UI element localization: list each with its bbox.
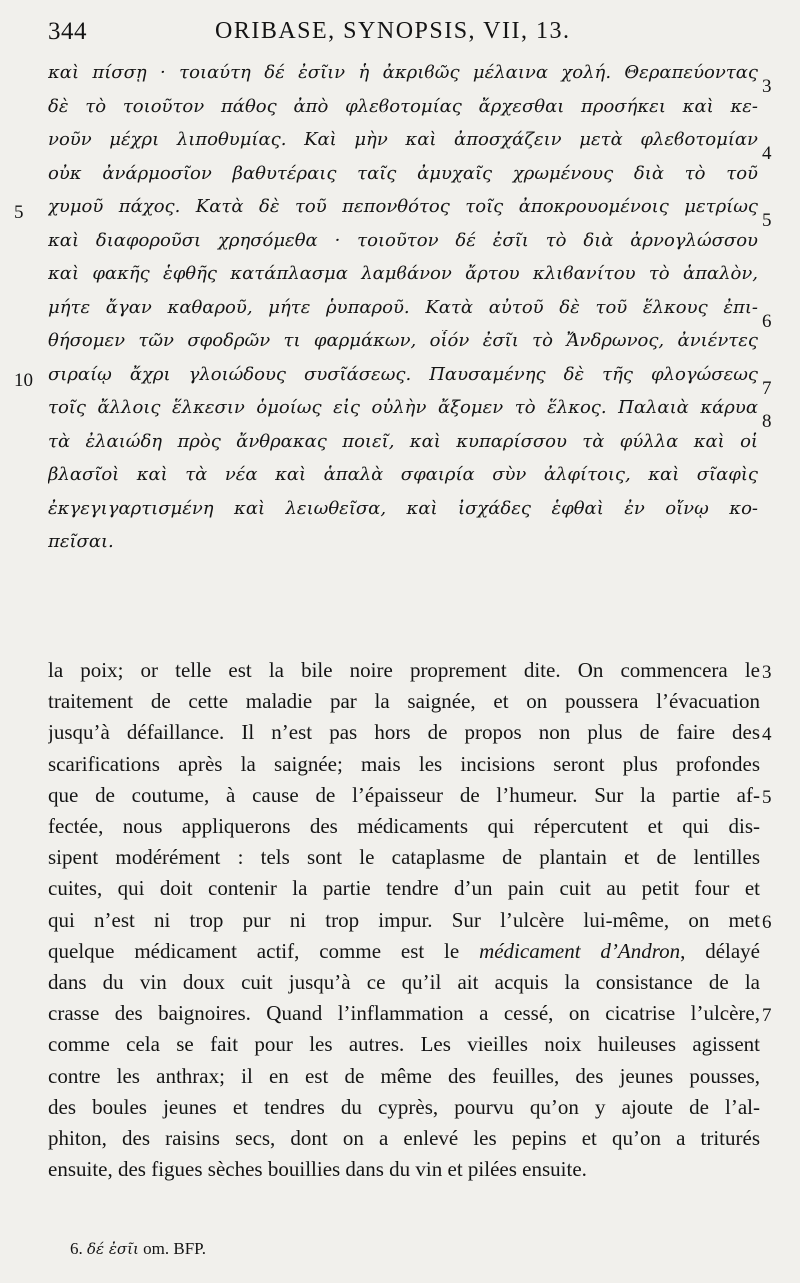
greek-line [48, 297, 758, 329]
french-line-text: contre les anthrax; il en est de même des feuilles, des jeunes pousses, [48, 1063, 760, 1088]
line-number: 5 [14, 202, 24, 223]
greek-line-text: μήτε ἄγαν καθαροῦ, μήτε ῥυπαροῦ. Κατὰ αὐτοῦ δὲ τοῦ ἕλκους ἐπι- [48, 296, 758, 318]
greek-line [48, 62, 758, 94]
french-line [48, 1032, 760, 1064]
greek-line-text: δὲ τὸ τοιοῦτον πάθος ἀπὸ φλεϐοτομίας ἄρχεσθαι προσήκει καὶ κε- [48, 95, 758, 117]
margin-section-number: 8 [762, 411, 772, 432]
greek-line [48, 431, 758, 463]
french-line-text: cuites, qui doit contenir la partie tendre d’un pain cuit au petit four et [48, 876, 760, 901]
greek-line [48, 263, 758, 295]
french-line [48, 1157, 760, 1189]
french-line-text: fectée, nous appliquerons des médicaments qui répercutent et qui dis- [48, 814, 760, 838]
greek-line-text: τὰ ἐλαιώδη πρὸς ἄνθρακας ποιεῖ, καὶ κυπαρίσσου τὰ φύλλα καὶ οἱ [48, 430, 758, 452]
greek-line-text: ἐκγεγιγαρτισμένη καὶ λειωθεῖσα, καὶ ἰσχάδες ἑφθαὶ ἐν οἴνῳ κο- [48, 497, 758, 519]
line-number: 10 [14, 369, 33, 391]
greek-line [48, 498, 758, 530]
greek-line [48, 230, 758, 262]
margin-section-number: 7 [762, 377, 772, 399]
french-line [48, 783, 760, 815]
greek-line-text: νοῦν μέχρι λιποθυμίας. Καὶ μὴν καὶ ἀποσχάζειν μετὰ φλεϐοτομίαν [48, 129, 758, 150]
footnote-number: 6. [70, 1239, 83, 1258]
french-line-text: comme cela se fait pour les autres. Les vieilles noix huileuses agissent [48, 1032, 760, 1057]
greek-line-text: χυμοῦ πάχος. Κατὰ δὲ τοῦ πεπονθότος τοῖς ἀποκρουομένοις μετρίως [48, 196, 758, 217]
greek-line-text: πεῖσαι. [48, 531, 114, 552]
french-line-text: que de coutume, à cause de l’épaisseur de l’humeur. Sur la partie af- [48, 782, 760, 807]
footnote [70, 1239, 206, 1259]
footnote-greek: δέ ἐσῖι [87, 1240, 139, 1258]
french-line [48, 1064, 760, 1096]
greek-line [48, 163, 758, 195]
french-line-text: ensuite, des figues sèches bouillies dans du vin et pilées ensuite. [48, 1157, 587, 1182]
margin-section-number: 6 [762, 310, 772, 332]
french-line [48, 720, 760, 752]
french-line [48, 1095, 760, 1127]
greek-line-text: καὶ πίσσῃ · τοιαύτη δέ ἐσῖιν ἡ ἀκριϐῶς μέλαινα χολή. Θεραπεύοντας [48, 62, 758, 83]
margin-section-number: 4 [762, 143, 772, 164]
greek-line [48, 196, 758, 228]
margin-section-number: 3 [762, 662, 772, 683]
margin-section-number: 5 [762, 786, 772, 808]
margin-section-number: 4 [762, 724, 772, 746]
greek-line [48, 464, 758, 496]
french-line-segment: , délayé [680, 938, 760, 963]
margin-section-number: 7 [762, 1005, 772, 1027]
french-line-text: crasse des baignoires. Quand l’inflammation a cessé, on cicatrise l’ulcère, [48, 1001, 760, 1026]
greek-line [48, 129, 758, 161]
margin-section-number: 6 [762, 911, 772, 933]
italic-term: médicament d’Andron [479, 938, 681, 963]
french-line [48, 970, 760, 1002]
greek-line-text: καὶ διαφοροῦσι χρησόμεθα · τοιοῦτον δέ ἐσῖι τὸ διὰ ἀρνογλώσσου [48, 229, 758, 251]
french-line [48, 752, 760, 784]
footnote-text: om. BFP. [138, 1239, 206, 1258]
french-line-text: la poix; or telle est la bile noire proprement dite. On commencera le [48, 658, 760, 682]
greek-line [48, 531, 758, 563]
greek-line-text: τοῖς ἄλλοις ἕλκεσιν ὁμοίως εἰς οὐλὴν ἄξομεν τὸ ἕλκος. Παλαιὰ κάρυα [48, 397, 758, 418]
greek-line-text: βλασῖοὶ καὶ τὰ νέα καὶ ἁπαλὰ σφαιρία σὺν ἀλφίτοις, καὶ σῖαφὶς [48, 464, 758, 485]
french-line [48, 1001, 760, 1033]
french-line [48, 658, 760, 690]
greek-line-text: θήσομεν τῶν σφοδρῶν τι φαρμάκων, οἷόν ἐσῖι τὸ Ἄνδρωνος, ἀνιέντες [48, 330, 758, 351]
greek-line [48, 397, 758, 429]
french-line-segment: quelque médicament actif, comme est le [48, 938, 480, 963]
french-line-text: des boules jeunes et tendres du cyprès, pourvu qu’on y ajoute de l’al- [48, 1094, 760, 1119]
french-line [48, 939, 760, 971]
french-line-text: traitement de cette maladie par la saignée, et on poussera l’évacuation [48, 689, 760, 714]
margin-section-number: 5 [762, 210, 772, 231]
french-line-text: dans du vin doux cuit jusqu’à ce qu’il ait acquis la consistance de la [48, 970, 760, 994]
french-line [48, 876, 760, 908]
running-head: ORIBASE, SYNOPSIS, VII, 13. [215, 18, 571, 44]
french-line [48, 908, 760, 940]
greek-line-text: καὶ φακῆς ἑφθῆς κατάπλασμα λαμϐάνον ἄρτου κλιϐανίτου τὸ ἁπαλὸν, [48, 263, 758, 284]
page-number: 344 [48, 18, 87, 45]
french-line-text: phiton, des raisins secs, dont on a enlevé les pepins et qu’on a triturés [48, 1126, 760, 1150]
greek-line-text: οὐκ ἀνάρμοσῖον βαθυτέραις ταῖς ἀμυχαῖς χρωμένους διὰ τὸ τοῦ [48, 162, 758, 184]
french-line-text: scarifications après la saignée; mais les incisions seront plus profondes [48, 751, 760, 776]
french-line [48, 845, 760, 877]
greek-line-text: σιραίῳ ἄχρι γλοιώδους συσῖάσεως. Παυσαμένης δὲ τῆς φλογώσεως [48, 363, 758, 385]
greek-line [48, 330, 758, 362]
french-line [48, 689, 760, 721]
margin-section-number: 3 [762, 76, 772, 97]
greek-line [48, 364, 758, 396]
french-line [48, 1126, 760, 1158]
french-line-text [48, 939, 760, 964]
french-line [48, 814, 760, 846]
french-line-text: jusqu’à défaillance. Il n’est pas hors de propos non plus de faire des [48, 720, 760, 745]
french-line-text: sipent modérément : tels sont le cataplasme de plantain et de lentilles [48, 845, 760, 870]
greek-line [48, 96, 758, 128]
running-header [0, 16, 800, 46]
french-line-text: qui n’est ni trop pur ni trop impur. Sur l’ulcère lui-même, on met [48, 907, 760, 932]
